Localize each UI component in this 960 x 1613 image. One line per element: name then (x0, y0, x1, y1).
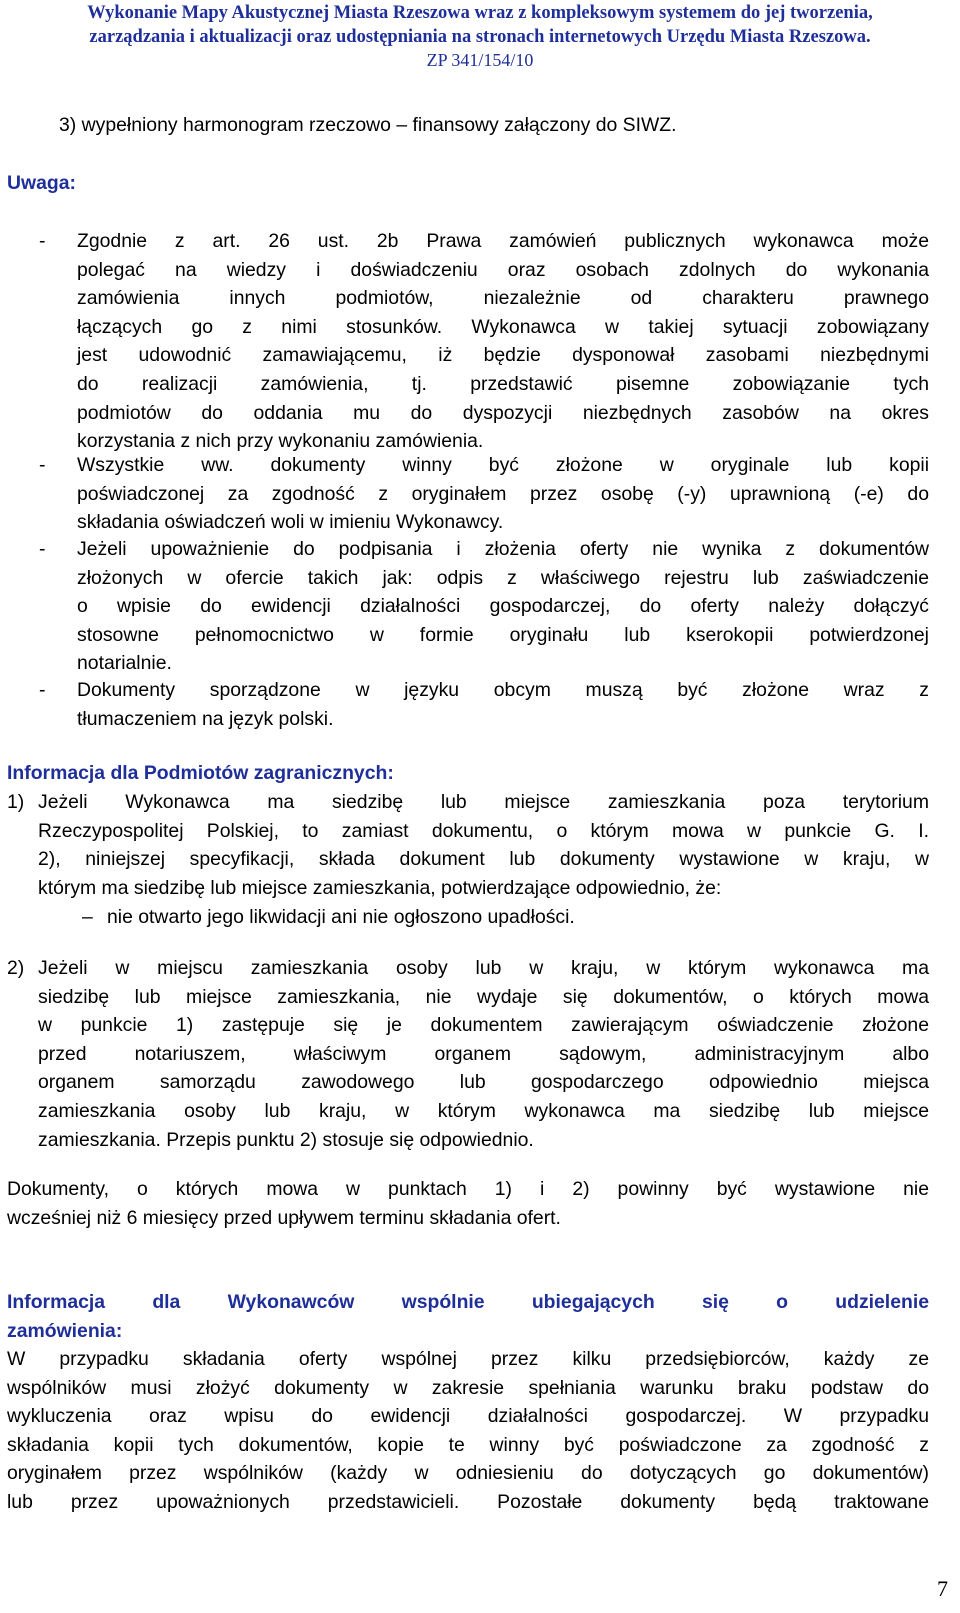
text-line: Rzeczypospolitej Polskiej, to zamiast dokumentu, o którym mowa w punkcie G. I. (38, 819, 929, 842)
text-line: Jeżeli w miejscu zamieszkania osoby lub w kraju, w którym wykonawca ma (38, 957, 929, 979)
text-line: Dokumenty, o których mowa w punktach 1) i 2) powinny być wystawione nie (7, 1178, 929, 1200)
text-line: W przypadku składania oferty wspólnej przez kilku przedsiębiorców, każdy ze (7, 1348, 929, 1370)
text-line: zamieszkania. Przepis punktu 2) stosuje się odpowiednio. (38, 1128, 534, 1151)
text-line: w punkcie 1) zastępuje się je dokumentem zawierającym oświadczenie złożone (38, 1014, 929, 1037)
bullet-dash: - (39, 538, 46, 560)
header-title-line-1: Wykonanie Mapy Akustycznej Miasta Rzeszowa wraz z kompleksowym systemem do jej tworzenia, (87, 3, 873, 23)
joint-contractors-heading (7, 1288, 929, 1345)
text-line: 2), niniejszej specyfikacji, składa dokument lub dokumenty wystawione w kraju, w (38, 848, 929, 871)
text-line: składania oświadczeń woli w imieniu Wykonawcy. (77, 511, 504, 534)
text-line: organem samorządu zawodowego lub gospodarczego odpowiednio miejsca (38, 1071, 929, 1094)
heading-line: zamówienia: (7, 1319, 123, 1342)
text-line: Jeżeli upoważnienie do podpisania i złożenia oferty nie wynika z dokumentów (77, 538, 929, 560)
foreign-point-2 (38, 954, 929, 1154)
foreign-point-1-sub: nie otwarto jego likwidacji ani nie ogłoszono upadłości. (107, 906, 575, 928)
uwaga-bullet-2 (77, 451, 929, 537)
text-line: złożonych w ofercie takich jak: odpis z właściwego rejestru lub zaświadczenie (77, 566, 929, 589)
text-line: wykluczenia oraz wpisu do ewidencji działalności gospodarczej. W przypadku (7, 1405, 929, 1428)
uwaga-bullet-4 (77, 676, 929, 733)
uwaga-bullet-3 (77, 535, 929, 678)
joint-contractors-text (7, 1345, 929, 1517)
text-line: zamieszkania osoby lub kraju, w którym wykonawca ma siedzibę lub miejsce (38, 1099, 929, 1122)
bullet-dash: - (39, 454, 46, 476)
sub-bullet-dash: – (82, 906, 93, 928)
text-line: którym ma siedzibę lub miejsce zamieszkania, potwierdzające odpowiednio, że: (38, 876, 722, 899)
text-line: notarialnie. (77, 652, 172, 675)
page-number: 7 (937, 1576, 948, 1601)
text-line: podmiotów do oddania mu do dyspozycji niezbędnych zasobów na okres (77, 401, 929, 424)
heading-line: Informacja dla Wykonawców wspólnie ubiegających się o udzielenie (7, 1291, 929, 1313)
bullet-dash: - (39, 230, 46, 252)
text-line: poświadczonej za zgodność z oryginałem przez osobę (-y) uprawnioną (-e) do (77, 482, 929, 505)
text-line: lub przez upoważnionych przedstawicieli. Pozostałe dokumenty będą traktowane (7, 1490, 929, 1513)
list-number: 2) (7, 957, 25, 979)
text-line: zamówienia innych podmiotów, niezależnie od charakteru prawnego (77, 287, 929, 310)
uwaga-heading: Uwaga: (7, 172, 76, 194)
text-line: do realizacji zamówienia, tj. przedstawić pisemne zobowiązanie tych (77, 372, 929, 395)
text-line: stosowne pełnomocnictwo w formie oryginału lub kserokopii potwierdzonej (77, 623, 929, 646)
header-title-line-2: zarządzania i aktualizacji oraz udostępniania na stronach internetowych Urzędu Miasta Rzeszowa. (89, 27, 871, 47)
header-reference: ZP 341/154/10 (426, 50, 534, 70)
text-line: Wszystkie ww. dokumenty winny być złożone w oryginale lub kopii (77, 454, 929, 476)
validity-note (7, 1175, 929, 1232)
text-line: składania kopii tych dokumentów, kopie te winny być poświadczone za zgodność z (7, 1433, 929, 1456)
text-line: o wpisie do ewidencji działalności gospodarczej, do oferty należy dołączyć (77, 595, 929, 618)
text-line: łączących go z nimi stosunków. Wykonawca w takiej sytuacji zobowiązany (77, 315, 929, 338)
text-line: tłumaczeniem na język polski. (77, 707, 334, 730)
text-line: Jeżeli Wykonawca ma siedzibę lub miejsce zamieszkania poza terytorium (38, 791, 929, 813)
text-line: Dokumenty sporządzone w języku obcym muszą być złożone wraz z (77, 679, 929, 701)
foreign-entities-heading: Informacja dla Podmiotów zagranicznych: (7, 762, 394, 784)
text-line: jest udowodnić zamawiającemu, iż będzie dysponował zasobami niezbędnymi (77, 344, 929, 367)
foreign-point-1 (38, 788, 929, 902)
text-line: korzystania z nich przy wykonaniu zamówienia. (77, 430, 484, 453)
text-line: Zgodnie z art. 26 ust. 2b Prawa zamówień publicznych wykonawca może (77, 230, 929, 252)
bullet-dash: - (39, 679, 46, 701)
text-line: wspólników musi złożyć dokumenty w zakresie spełniania warunku braku podstaw do (7, 1376, 929, 1399)
text-line: polegać na wiedzy i doświadczeniu oraz osobach zdolnych do wykonania (77, 258, 929, 281)
text-line: siedzibę lub miejsce zamieszkania, nie wydaje się dokumentów, o których mowa (38, 985, 929, 1008)
text-line: oryginałem przez wspólników (każdy w odniesieniu do dotyczących go dokumentów) (7, 1462, 929, 1485)
item-3: 3) wypełniony harmonogram rzeczowo – finansowy załączony do SIWZ. (59, 114, 677, 136)
text-line: wcześniej niż 6 miesięcy przed upływem terminu składania ofert. (7, 1206, 561, 1229)
list-number: 1) (7, 791, 25, 813)
text-line: przed notariuszem, właściwym organem sądowym, administracyjnym albo (38, 1042, 929, 1065)
uwaga-bullet-1 (77, 227, 929, 456)
